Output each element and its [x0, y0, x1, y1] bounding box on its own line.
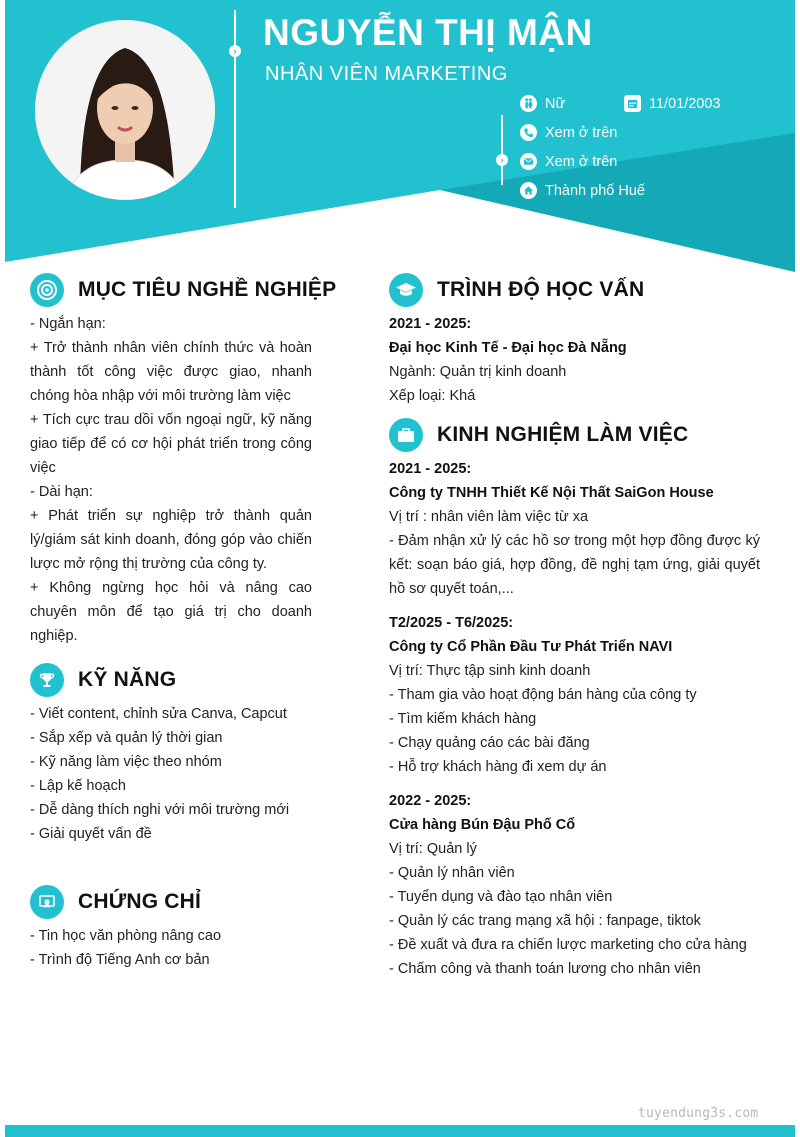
- experience-body: [389, 457, 760, 991]
- phone-info: [520, 124, 617, 141]
- email-icon: [520, 153, 537, 170]
- certificate-icon: [30, 885, 64, 919]
- objective-line: + Tích cực trau dồi vốn ngoại ngữ, kỹ năng giao tiếp để có cơ hội phát triển trong công việc: [30, 412, 312, 476]
- education-heading: [389, 273, 644, 307]
- briefcase-icon: [389, 418, 423, 452]
- objective-line: - Ngắn hạn:: [30, 316, 106, 332]
- objective-line: + Không ngừng học hỏi và nâng cao chuyên môn để tạo giá trị cho doanh nghiệp.: [30, 580, 312, 644]
- job-period: 2021 - 2025:: [389, 461, 472, 477]
- objective-line: - Dài hạn:: [30, 484, 93, 500]
- email-value: Xem ở trên: [545, 153, 618, 170]
- education-school: Đại học Kinh Tế - Đại học Đà Nẵng: [389, 340, 627, 356]
- skills-title: KỸ NĂNG: [78, 668, 177, 691]
- job-detail: - Hỗ trợ khách hàng đi xem dự án: [389, 759, 607, 775]
- skills-list: [30, 702, 330, 846]
- address-info: [520, 182, 645, 199]
- job-detail: - Chấm công và thanh toán lương cho nhân viên: [389, 961, 701, 977]
- objective-title: MỤC TIÊU NGHỀ NGHIỆP: [78, 278, 337, 301]
- job-position: Vị trí : nhân viên làm việc từ xa: [389, 509, 589, 525]
- skill-item: - Viết content, chỉnh sửa Canva, Capcut: [30, 706, 287, 722]
- job-entry: [389, 457, 760, 601]
- education-period: 2021 - 2025:: [389, 316, 472, 332]
- header-divider-dot: ›: [229, 45, 241, 57]
- watermark: tuyendung3s.com: [638, 1106, 759, 1121]
- education-body: [389, 312, 769, 408]
- skill-item: - Giải quyết vấn đề: [30, 826, 152, 842]
- graduation-cap-icon: [389, 273, 423, 307]
- certificates-heading: [30, 885, 201, 919]
- calendar-icon: [624, 95, 641, 112]
- job-position: Vị trí: Quản lý: [389, 841, 477, 857]
- job-company: Cửa hàng Bún Đậu Phố Cổ: [389, 817, 576, 833]
- skill-item: - Kỹ năng làm việc theo nhóm: [30, 754, 222, 770]
- job-detail: - Chạy quảng cáo các bài đăng: [389, 735, 590, 751]
- certificate-item: - Trình độ Tiếng Anh cơ bản: [30, 952, 210, 968]
- experience-title: KINH NGHIỆM LÀM VIỆC: [437, 423, 689, 446]
- objective-body: [30, 312, 312, 648]
- job-company: Công ty TNHH Thiết Kế Nội Thất SaiGon House: [389, 485, 714, 501]
- job-detail: - Quản lý nhân viên: [389, 865, 515, 881]
- skill-item: - Lập kế hoạch: [30, 778, 126, 794]
- target-icon: [30, 273, 64, 307]
- skill-item: - Sắp xếp và quản lý thời gian: [30, 730, 223, 746]
- education-title: TRÌNH ĐỘ HỌC VẤN: [437, 278, 645, 301]
- job-detail: - Đề xuất và đưa ra chiến lược marketing cho cửa hàng: [389, 937, 747, 953]
- phone-value: Xem ở trên: [545, 124, 618, 141]
- objective-line: + Phát triển sự nghiệp trở thành quản lý/giám sát kinh doanh, đóng góp vào chiến lược mở rộng thị trường của công ty.: [30, 508, 312, 572]
- certificate-item: - Tin học văn phòng nâng cao: [30, 928, 222, 944]
- job-entry: [389, 611, 760, 779]
- phone-icon: [520, 124, 537, 141]
- info-divider-dot: ›: [496, 154, 508, 166]
- job-detail: - Tham gia vào hoạt động bán hàng của công ty: [389, 687, 697, 703]
- job-period: T2/2025 - T6/2025:: [389, 615, 514, 631]
- job-detail: - Đảm nhận xử lý các hồ sơ trong một hợp đồng được ký kết: soạn báo giá, hợp đồng, đề nghị tạm ứng, giải quyết hồ sơ quyết toán,...: [389, 533, 760, 597]
- job-detail: - Tuyển dụng và đào tạo nhân viên: [389, 889, 613, 905]
- birthdate-info: [624, 95, 721, 112]
- gender-value: Nữ: [545, 95, 566, 112]
- header-divider-line: [234, 10, 236, 208]
- certificates-title: CHỨNG CHỈ: [78, 890, 202, 913]
- job-entry: [389, 789, 760, 981]
- email-info: [520, 153, 617, 170]
- avatar: [35, 20, 215, 200]
- job-detail: - Quản lý các trang mạng xã hội : fanpage, tiktok: [389, 913, 701, 929]
- objective-line: + Trở thành nhân viên chính thức và hoàn thành tốt công việc được giao, nhanh chóng hòa nhập với môi trường làm việc: [30, 340, 312, 404]
- job-company: Công ty Cổ Phần Đầu Tư Phát Triển NAVI: [389, 639, 673, 655]
- certificates-list: [30, 924, 330, 972]
- birthdate-value: 11/01/2003: [649, 95, 721, 112]
- skill-item: - Dễ dàng thích nghi với môi trường mới: [30, 802, 290, 818]
- candidate-name: NGUYỄN THỊ MẬN: [263, 12, 593, 53]
- gender-icon: [520, 95, 537, 112]
- education-grade: Xếp loại: Khá: [389, 388, 476, 404]
- objective-heading: [30, 273, 336, 307]
- gender-info: [520, 95, 565, 112]
- job-period: 2022 - 2025:: [389, 793, 472, 809]
- footer-bar: [5, 1125, 795, 1137]
- job-position: Vị trí: Thực tập sinh kinh doanh: [389, 663, 591, 679]
- job-detail: - Tìm kiếm khách hàng: [389, 711, 537, 727]
- address-value: Thành phố Huế: [545, 182, 645, 199]
- education-major: Ngành: Quản trị kinh doanh: [389, 364, 567, 380]
- skills-heading: [30, 663, 176, 697]
- trophy-icon: [30, 663, 64, 697]
- experience-heading: [389, 418, 688, 452]
- info-divider-line: [501, 115, 503, 185]
- job-title: NHÂN VIÊN MARKETING: [265, 63, 508, 85]
- home-icon: [520, 182, 537, 199]
